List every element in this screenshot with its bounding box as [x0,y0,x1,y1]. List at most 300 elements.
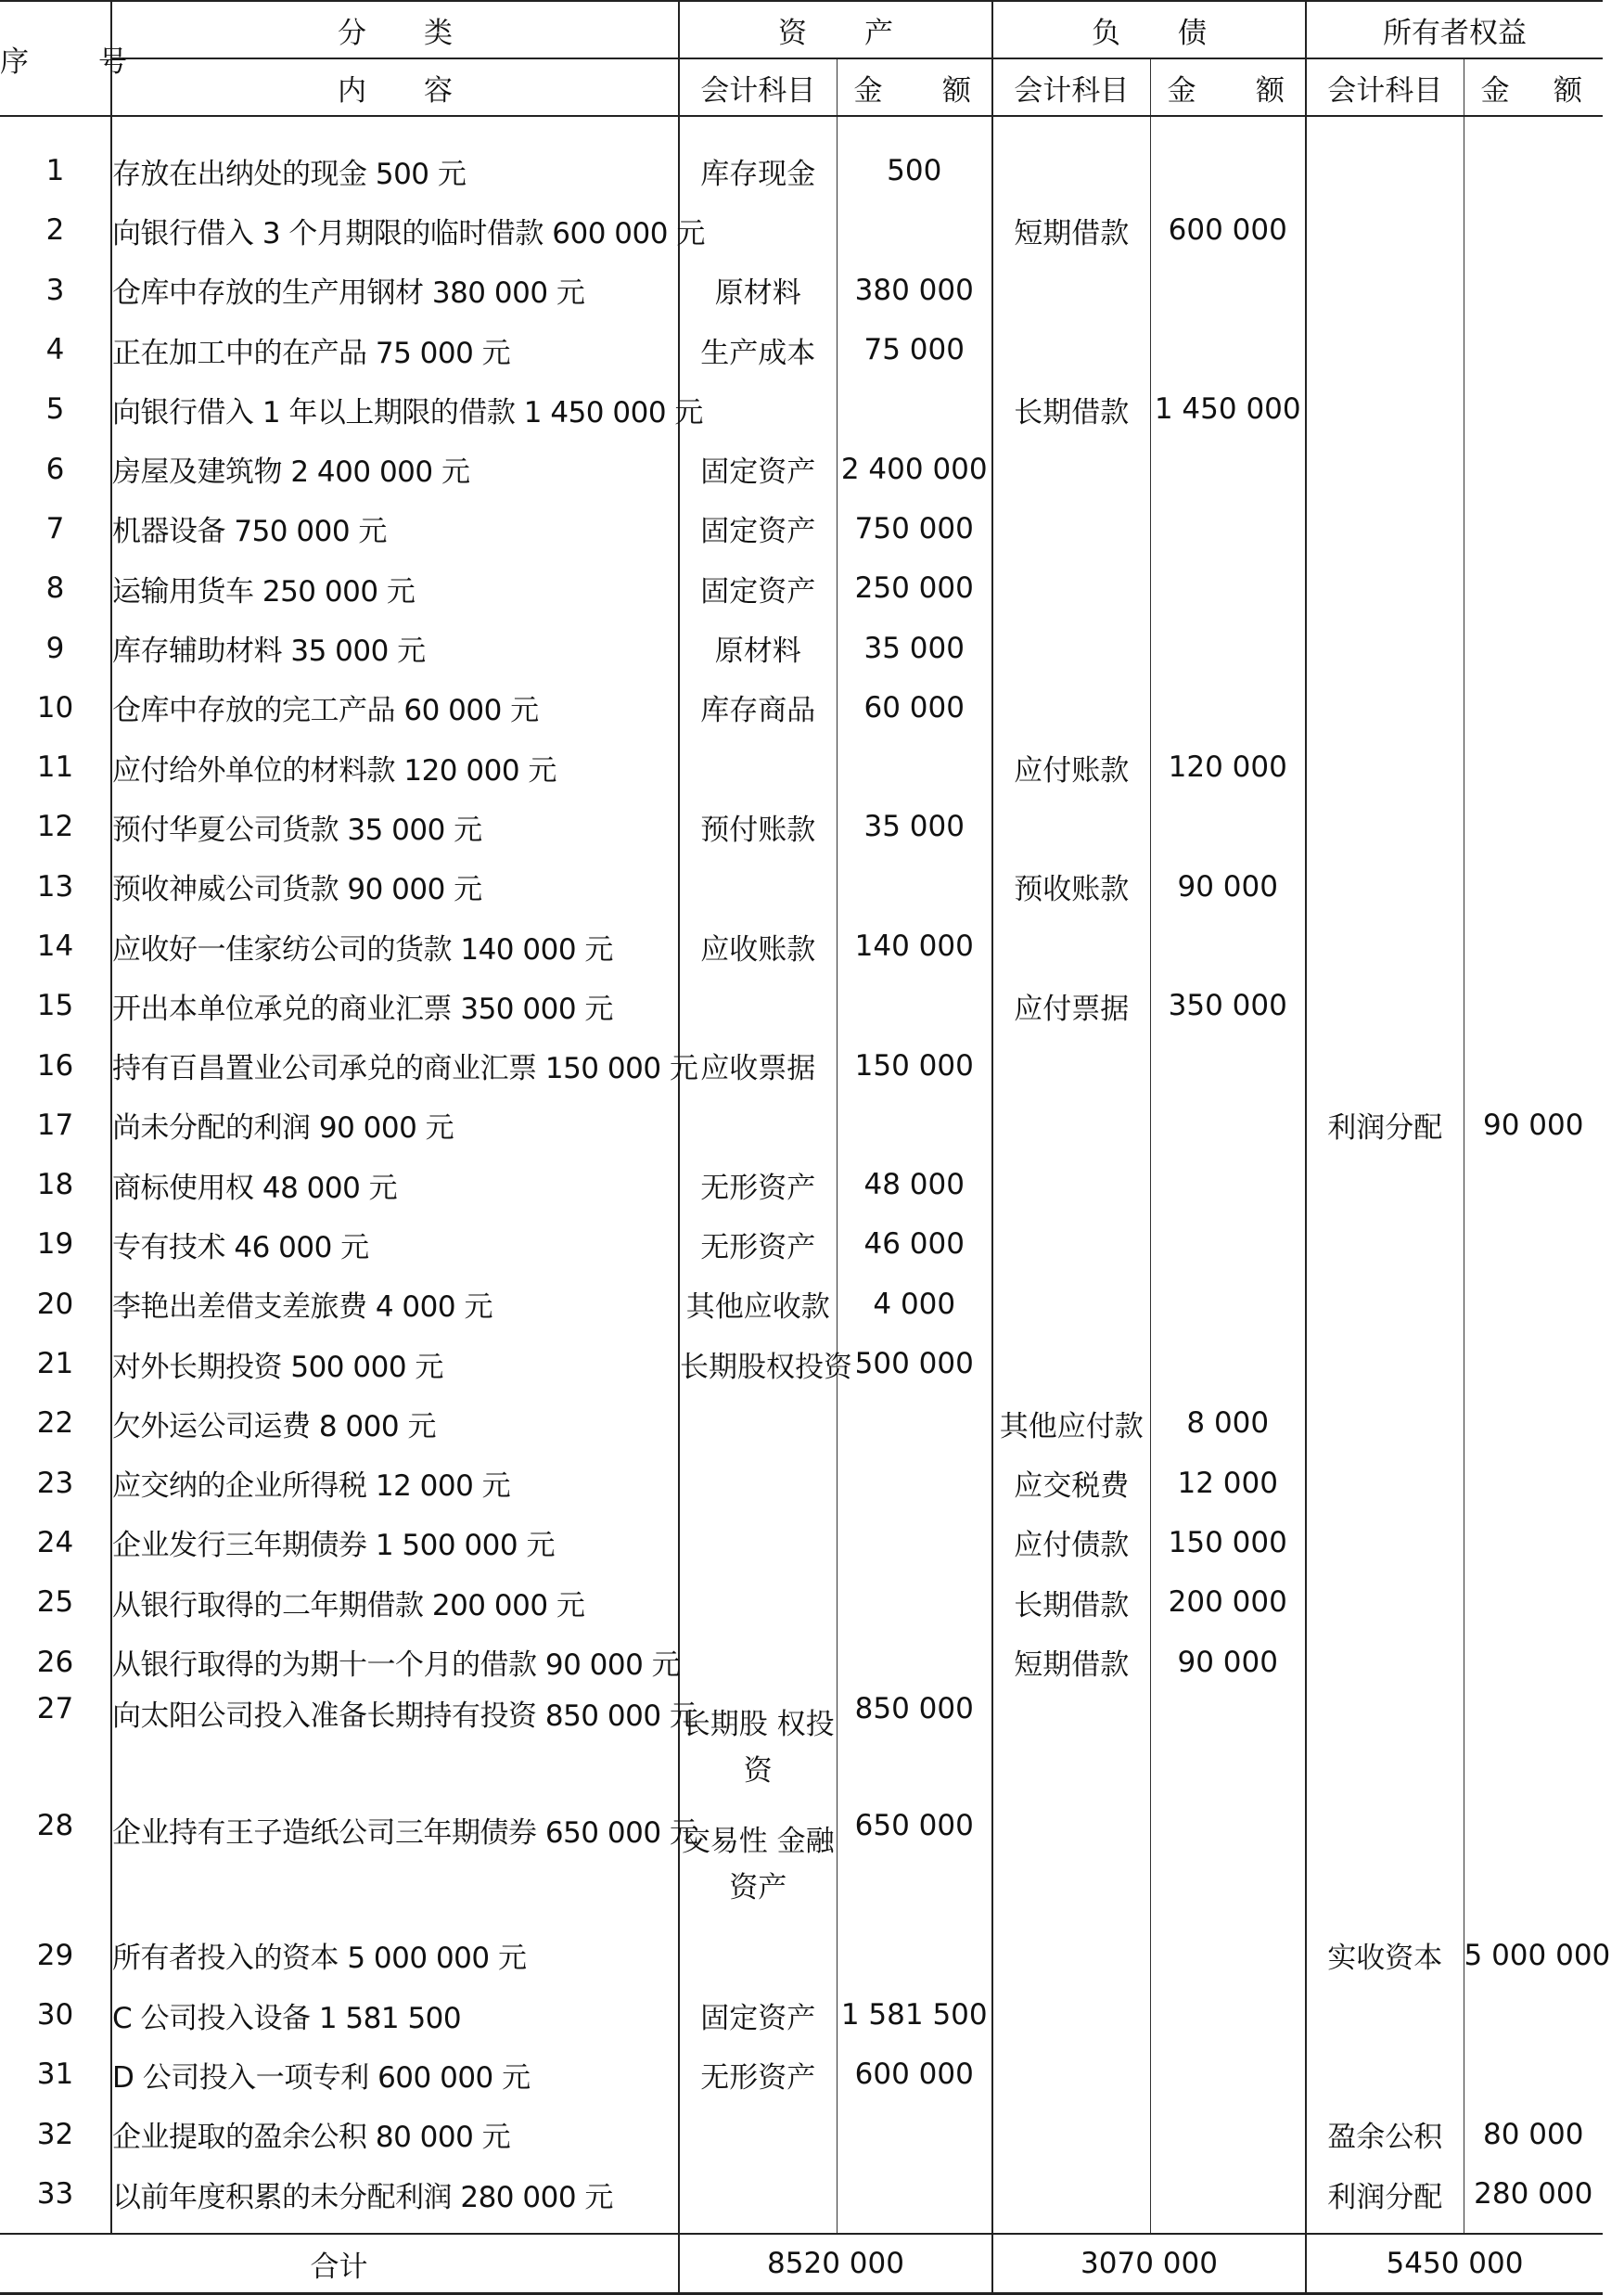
header-asset-amount [837,58,992,116]
row-asset-account: 固定资产 [679,439,837,498]
row-asset-amount: 60 000 [837,678,992,737]
row-equity-account [1306,379,1464,439]
row-description: 持有百昌置业公司承兑的商业汇票 150 000 元 [111,1035,679,1095]
row-asset-amount [837,2164,992,2224]
table-row [0,1275,1603,1334]
row-liability-account [992,320,1150,379]
header-liabilities: 负 债 [992,1,1306,58]
row-liability-amount: 150 000 [1150,1513,1306,1572]
row-equity-amount [1464,618,1603,677]
row-asset-amount: 500 000 [837,1334,992,1393]
row-equity-amount [1464,1214,1603,1274]
table-row [0,558,1603,618]
row-seq: 20 [36,1287,74,1321]
row-asset-account: 原材料 [679,618,837,677]
row-liability-amount [1150,2105,1306,2164]
row-equity-account [1306,1985,1464,2045]
row-asset-amount [837,1572,992,1632]
row-asset-account: 生产成本 [679,320,837,379]
row-asset-amount [837,737,992,797]
row-liability-account: 应交税费 [992,1454,1150,1513]
row-equity-account [1306,917,1464,976]
row-seq: 31 [36,2058,74,2092]
row-description: 开出本单位承兑的商业汇票 350 000 元 [111,976,679,1035]
header-equity-account: 会计科目 [1306,58,1464,116]
header-liability-amount-a: 金 [1167,73,1196,108]
row-asset-account [679,1513,837,1572]
row-liability-amount: 350 000 [1150,976,1306,1035]
row-liability-account: 预收账款 [992,857,1150,917]
row-asset-amount: 380 000 [837,261,992,320]
row-description: 欠外运公司运费 8 000 元 [111,1393,679,1453]
row-liability-account [992,1214,1150,1274]
row-seq: 23 [36,1466,74,1500]
row-equity-amount: 5 000 000 [1464,1926,1603,1985]
row-liability-amount: 12 000 [1150,1454,1306,1513]
row-liability-account: 应付债款 [992,1513,1150,1572]
header-asset-amount-b: 额 [942,73,971,108]
row-liability-amount [1150,678,1306,737]
row-equity-amount [1464,1692,1603,1809]
row-description: 应交纳的企业所得税 12 000 元 [111,1454,679,1513]
header-seq-label: 序 号 [0,45,147,79]
table-row [0,2045,1603,2104]
row-equity-amount [1464,1454,1603,1513]
row-description: 所有者投入的资本 5 000 000 元 [111,1926,679,1985]
row-liability-amount [1150,1096,1306,1155]
row-seq: 24 [36,1525,74,1559]
row-seq: 19 [36,1227,74,1262]
row-asset-amount: 48 000 [837,1155,992,1214]
table-row [0,1334,1603,1393]
row-description: 李艳出差借支差旅费 4 000 元 [111,1275,679,1334]
row-equity-amount [1464,1572,1603,1632]
total-equity: 5450 000 [1306,2234,1603,2294]
row-liability-amount [1150,1926,1306,1985]
row-asset-account: 交易性 金融资产 [679,1809,837,1926]
row-liability-account: 长期借款 [992,1572,1150,1632]
row-equity-amount [1464,976,1603,1035]
row-equity-amount [1464,797,1603,856]
row-asset-account: 库存现金 [679,141,837,200]
row-equity-amount [1464,1393,1603,1453]
row-liability-account [992,261,1150,320]
header-equity-amount [1464,58,1603,116]
row-asset-amount: 140 000 [837,917,992,976]
row-asset-account [679,857,837,917]
row-liability-account [992,499,1150,558]
row-liability-amount [1150,1692,1306,1809]
row-seq: 9 [45,631,65,665]
row-asset-account [679,737,837,797]
row-equity-amount [1464,857,1603,917]
row-equity-account [1306,737,1464,797]
row-liability-amount: 200 000 [1150,1572,1306,1632]
row-equity-account [1306,797,1464,856]
row-equity-account [1306,1035,1464,1095]
row-seq: 7 [45,511,65,545]
row-equity-account [1306,261,1464,320]
row-equity-amount [1464,200,1603,260]
row-seq: 13 [36,869,74,904]
row-equity-account: 实收资本 [1306,1926,1464,1985]
row-liability-account [992,1334,1150,1393]
row-asset-amount: 750 000 [837,499,992,558]
row-description: 对外长期投资 500 000 元 [111,1334,679,1393]
row-equity-amount: 90 000 [1464,1096,1603,1155]
row-description: 仓库中存放的生产用钢材 380 000 元 [111,261,679,320]
row-asset-account [679,1454,837,1513]
row-liability-amount [1150,1214,1306,1274]
row-liability-amount [1150,1035,1306,1095]
row-liability-account: 长期借款 [992,379,1150,439]
header-liability-account: 会计科目 [992,58,1150,116]
row-asset-amount [837,1513,992,1572]
header-equity-amount-b: 额 [1554,73,1582,108]
row-liability-account: 应付账款 [992,737,1150,797]
row-equity-account [1306,1393,1464,1453]
row-asset-account [679,2105,837,2164]
row-asset-account: 原材料 [679,261,837,320]
header-content: 内 容 [111,58,679,116]
row-seq: 29 [36,1938,74,1972]
row-equity-amount [1464,261,1603,320]
row-equity-account [1306,1572,1464,1632]
header-equity-amount-a: 金 [1480,73,1510,108]
row-description: 仓库中存放的完工产品 60 000 元 [111,678,679,737]
row-equity-amount [1464,1155,1603,1214]
row-equity-account [1306,857,1464,917]
row-liability-amount: 90 000 [1150,857,1306,917]
table-row [0,678,1603,737]
row-description: 应付给外单位的材料款 120 000 元 [111,737,679,797]
row-seq: 30 [36,1998,74,2032]
row-description: 运输用货车 250 000 元 [111,558,679,618]
row-equity-amount: 280 000 [1464,2164,1603,2224]
row-seq: 32 [36,2117,74,2151]
row-description: 专有技术 46 000 元 [111,1214,679,1274]
row-equity-account [1306,1513,1464,1572]
row-seq: 1 [45,154,65,188]
row-liability-account [992,1692,1150,1809]
row-equity-amount [1464,558,1603,618]
row-seq: 16 [36,1048,74,1083]
row-equity-account: 利润分配 [1306,2164,1464,2224]
row-liability-account: 其他应付款 [992,1393,1150,1453]
row-asset-account [679,1393,837,1453]
table-row [0,499,1603,558]
row-description: 从银行取得的二年期借款 200 000 元 [111,1572,679,1632]
header-liability-amount-b: 额 [1256,73,1285,108]
tail-row [0,2224,1603,2234]
row-description: 房屋及建筑物 2 400 000 元 [111,439,679,498]
row-equity-amount [1464,439,1603,498]
row-seq: 22 [36,1406,74,1441]
row-liability-amount [1150,618,1306,677]
row-liability-account [992,141,1150,200]
row-liability-amount: 600 000 [1150,200,1306,260]
row-equity-account [1306,320,1464,379]
row-liability-account: 短期借款 [992,1632,1150,1691]
row-liability-account [992,797,1150,856]
row-equity-amount [1464,499,1603,558]
row-equity-account [1306,1692,1464,1809]
row-liability-account [992,917,1150,976]
row-asset-amount [837,1393,992,1453]
row-liability-account [992,1809,1150,1926]
row-seq: 33 [36,2177,74,2212]
row-asset-account: 其他应收款 [679,1275,837,1334]
row-description: 向太阳公司投入准备长期持有投资 850 000 元 [111,1692,679,1809]
row-liability-account [992,1096,1150,1155]
row-asset-amount: 35 000 [837,797,992,856]
row-equity-amount [1464,1035,1603,1095]
row-seq: 14 [36,930,74,963]
table-row [0,2164,1603,2224]
row-seq: 17 [36,1108,74,1142]
row-asset-amount [837,1926,992,1985]
table-row [0,1926,1603,1985]
row-asset-account: 无形资产 [679,1155,837,1214]
row-equity-account [1306,1275,1464,1334]
table-row [0,857,1603,917]
header-asset-account: 会计科目 [679,58,837,116]
row-equity-account [1306,618,1464,677]
row-seq: 15 [36,989,74,1023]
row-seq: 3 [45,273,65,307]
row-seq: 28 [36,1808,74,1842]
table-row [0,439,1603,498]
row-asset-amount [837,1454,992,1513]
row-liability-amount [1150,1985,1306,2045]
row-equity-account [1306,1214,1464,1274]
row-seq: 25 [36,1585,74,1620]
row-seq: 6 [45,452,65,486]
row-equity-account [1306,976,1464,1035]
row-description: 预收神威公司货款 90 000 元 [111,857,679,917]
row-liability-account [992,1926,1150,1985]
row-equity-amount [1464,2045,1603,2104]
row-equity-amount [1464,1334,1603,1393]
table-row [0,141,1603,200]
table-row [0,1096,1603,1155]
row-equity-amount [1464,917,1603,976]
table-row [0,1985,1603,2045]
table-row [0,917,1603,976]
table-row [0,1809,1603,1926]
row-equity-account [1306,1454,1464,1513]
row-equity-amount [1464,1513,1603,1572]
table-row [0,737,1603,797]
row-seq: 27 [36,1691,74,1725]
row-description: 库存辅助材料 35 000 元 [111,618,679,677]
row-liability-account [992,2045,1150,2104]
row-liability-amount [1150,2045,1306,2104]
row-equity-amount [1464,320,1603,379]
row-asset-account: 固定资产 [679,1985,837,2045]
row-description: 企业持有王子造纸公司三年期债券 650 000 元 [111,1809,679,1926]
header-assets: 资 产 [679,1,992,58]
row-asset-account: 库存商品 [679,678,837,737]
row-description: 正在加工中的在产品 75 000 元 [111,320,679,379]
row-seq: 12 [36,810,74,844]
row-asset-account: 无形资产 [679,1214,837,1274]
row-asset-amount [837,857,992,917]
row-equity-amount: 80 000 [1464,2105,1603,2164]
row-liability-amount [1150,439,1306,498]
total-row [0,2234,1603,2294]
row-description: 以前年度积累的未分配利润 280 000 元 [111,2164,679,2224]
row-liability-amount [1150,320,1306,379]
row-seq: 11 [36,750,74,785]
row-liability-amount: 1 450 000 [1150,379,1306,439]
row-asset-account: 应收票据 [679,1035,837,1095]
row-description: 向银行借入 3 个月期限的临时借款 600 000 元 [111,200,679,260]
table-row [0,261,1603,320]
row-asset-amount: 4 000 [837,1275,992,1334]
row-equity-account [1306,558,1464,618]
row-asset-account: 固定资产 [679,558,837,618]
row-asset-account [679,1926,837,1985]
table-row [0,379,1603,439]
header-equity: 所有者权益 [1306,1,1603,58]
row-description: 向银行借入 1 年以上期限的借款 1 450 000 元 [111,379,679,439]
row-equity-account [1306,1809,1464,1926]
row-asset-amount [837,1096,992,1155]
row-equity-account [1306,1334,1464,1393]
row-liability-account: 短期借款 [992,200,1150,260]
row-liability-account [992,2105,1150,2164]
row-seq: 4 [45,333,65,367]
row-equity-account [1306,499,1464,558]
row-seq: 21 [36,1347,74,1381]
table-row [0,976,1603,1035]
row-liability-account [992,618,1150,677]
row-liability-account [992,1035,1150,1095]
header-asset-amount-a: 金 [853,73,883,108]
row-asset-amount: 150 000 [837,1035,992,1095]
row-asset-amount: 500 [837,141,992,200]
row-liability-amount [1150,558,1306,618]
row-asset-account: 长期股 权投资 [679,1692,837,1809]
row-description: 企业提取的盈余公积 80 000 元 [111,2105,679,2164]
total-assets: 8520 000 [679,2234,992,2294]
row-equity-account: 盈余公积 [1306,2105,1464,2164]
row-liability-account [992,1985,1150,2045]
row-asset-account: 长期股权投资 [679,1334,837,1393]
row-equity-account [1306,141,1464,200]
row-equity-account [1306,439,1464,498]
row-asset-amount: 250 000 [837,558,992,618]
row-asset-account [679,976,837,1035]
table-row [0,1214,1603,1274]
row-liability-amount [1150,797,1306,856]
table-row [0,1393,1603,1453]
table-row [0,1035,1603,1095]
table-row [0,200,1603,260]
row-description: 商标使用权 48 000 元 [111,1155,679,1214]
row-description: 企业发行三年期债券 1 500 000 元 [111,1513,679,1572]
table-row [0,1155,1603,1214]
row-asset-amount: 850 000 [837,1692,992,1809]
spacer-row [0,116,1603,141]
row-liability-amount [1150,499,1306,558]
row-asset-amount: 75 000 [837,320,992,379]
row-liability-account [992,678,1150,737]
header-seq [0,1,147,116]
row-seq: 8 [45,571,65,606]
row-equity-amount [1464,1632,1603,1691]
header-row-2 [0,58,1603,116]
row-description: 应收好一佳家纺公司的货款 140 000 元 [111,917,679,976]
row-liability-amount [1150,1275,1306,1334]
row-asset-account: 无形资产 [679,2045,837,2104]
header-row-1 [0,1,1603,58]
row-equity-account [1306,200,1464,260]
row-asset-account: 固定资产 [679,499,837,558]
row-asset-account: 预付账款 [679,797,837,856]
row-seq: 5 [45,392,65,427]
table-row [0,618,1603,677]
table-row [0,1692,1603,1809]
row-asset-amount: 46 000 [837,1214,992,1274]
row-equity-account: 利润分配 [1306,1096,1464,1155]
row-asset-amount [837,379,992,439]
row-liability-amount: 90 000 [1150,1632,1306,1691]
row-asset-amount: 35 000 [837,618,992,677]
table-row [0,1454,1603,1513]
row-equity-amount [1464,737,1603,797]
row-seq: 18 [36,1168,74,1202]
row-asset-account [679,1096,837,1155]
row-equity-amount [1464,1985,1603,2045]
row-asset-amount: 2 400 000 [837,439,992,498]
row-equity-amount [1464,141,1603,200]
row-liability-account [992,1155,1150,1214]
row-liability-amount: 8 000 [1150,1393,1306,1453]
row-asset-amount [837,1632,992,1691]
row-seq: 10 [36,690,74,724]
table-row [0,1572,1603,1632]
total-liabilities: 3070 000 [992,2234,1306,2294]
row-description: 机器设备 750 000 元 [111,499,679,558]
row-liability-amount: 120 000 [1150,737,1306,797]
row-liability-amount [1150,141,1306,200]
row-asset-amount: 600 000 [837,2045,992,2104]
table-row [0,797,1603,856]
row-description: C 公司投入设备 1 581 500 [111,1985,679,2045]
row-seq: 26 [36,1645,74,1679]
row-liability-amount [1150,261,1306,320]
row-description: 预付华夏公司货款 35 000 元 [111,797,679,856]
row-description: 从银行取得的为期十一个月的借款 90 000 元 [111,1632,679,1691]
row-liability-account [992,2164,1150,2224]
row-asset-amount [837,200,992,260]
row-description: 存放在出纳处的现金 500 元 [111,141,679,200]
row-equity-amount [1464,379,1603,439]
row-seq: 2 [45,213,65,248]
row-asset-amount [837,2105,992,2164]
row-liability-amount [1150,1155,1306,1214]
table-row [0,320,1603,379]
row-equity-amount [1464,678,1603,737]
table-row [0,2105,1603,2164]
row-asset-amount: 1 581 500 [837,1985,992,2045]
table-row [0,1513,1603,1572]
row-equity-account [1306,2045,1464,2104]
row-liability-amount [1150,917,1306,976]
row-liability-amount [1150,1334,1306,1393]
